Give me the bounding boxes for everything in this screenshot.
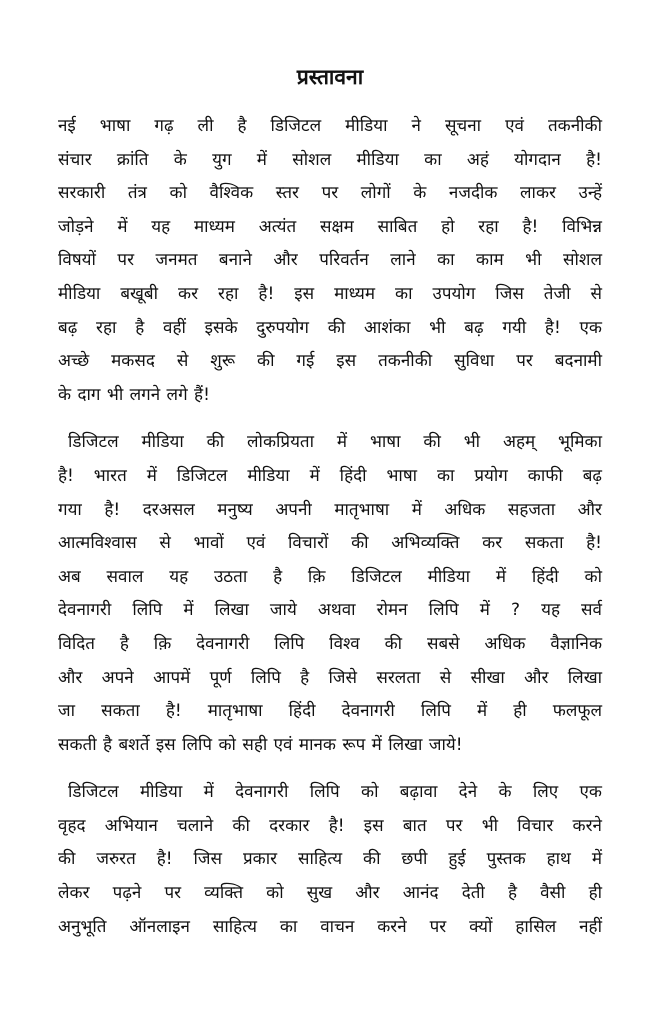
text-line: सरकारी तंत्र को वैश्विक स्तर पर लोगों के नजदीक लाकर उन्हें [58,183,602,204]
text-line: बढ़ रहा है वहीं इसके दुरुपयोग की आशंका भी बढ़ गयी है! एक [58,317,602,338]
text-line: अच्छे मकसद से शुरू की गई इस तकनीकी सुविधा पर बदनामी [58,351,602,372]
text-line: के दाग भी लगने लगे हैं! [58,384,210,405]
text-line: जा सकता है! मातृभाषा हिंदी देवनागरी लिपि में ही फलफूल [58,701,602,722]
text-line: है! भारत में डिजिटल मीडिया में हिंदी भाषा का प्रयोग काफी बढ़ [58,465,602,486]
text-line: और अपने आपमें पूर्ण लिपि है जिसे सरलता से सीखा और लिखा [58,667,602,688]
text-line: डिजिटल मीडिया में देवनागरी लिपि को बढ़ावा देने के लिए एक [68,782,602,803]
text-line: मीडिया बखूबी कर रहा है! इस माध्यम का उपयोग जिस तेजी से [58,283,602,304]
text-line: अनुभूति ऑनलाइन साहित्य का वाचन करने पर क्यों हासिल नहीं [58,916,602,937]
text-line: संचार क्रांति के युग में सोशल मीडिया का अहं योगदान है! [58,149,602,170]
text-line: गया है! दरअसल मनुष्य अपनी मातृभाषा में अधिक सहजता और [58,499,602,520]
text-line: अब सवाल यह उठता है क़ि डिजिटल मीडिया में हिंदी को [58,566,602,587]
text-line: आत्मविश्वास से भावों एवं विचारों की अभिव्यक्ति कर सकता है! [58,533,602,554]
paragraph-3 [58,776,602,944]
text-line: विदित है क़ि देवनागरी लिपि विश्व की सबसे अधिक वैज्ञानिक [58,633,602,654]
text-line: डिजिटल मीडिया की लोकप्रियता में भाषा की भी अहम् भूमिका [68,432,602,453]
text-line: विषयों पर जनमत बनाने और परिवर्तन लाने का काम भी सोशल [58,250,602,271]
text-line: वृहद अभियान चलाने की दरकार है! इस बात पर भी विचार करने [58,815,602,836]
page-title: प्रस्तावना [296,65,364,89]
text-line: नई भाषा गढ़ ली है डिजिटल मीडिया ने सूचना एवं तकनीकी [58,116,602,136]
paragraph-1 [58,110,602,412]
text-line: सकती है बशर्ते इस लिपि को सही एवं मानक रूप में लिखा जाये! [58,734,463,755]
text-line: जोड़ने में यह माध्यम अत्यंत सक्षम साबित हो रहा है! विभिन्न [58,216,602,237]
text-line: की जरुरत है! जिस प्रकार साहित्य की छपी हुई पुस्तक हाथ में [58,849,602,870]
paragraph-2 [58,426,602,762]
text-line: देवनागरी लिपि में लिखा जाये अथवा रोमन लिपि में ? यह सर्व [58,600,602,621]
text-line: लेकर पढ़ने पर व्यक्ति को सुख और आनंद देती है वैसी ही [58,883,602,904]
